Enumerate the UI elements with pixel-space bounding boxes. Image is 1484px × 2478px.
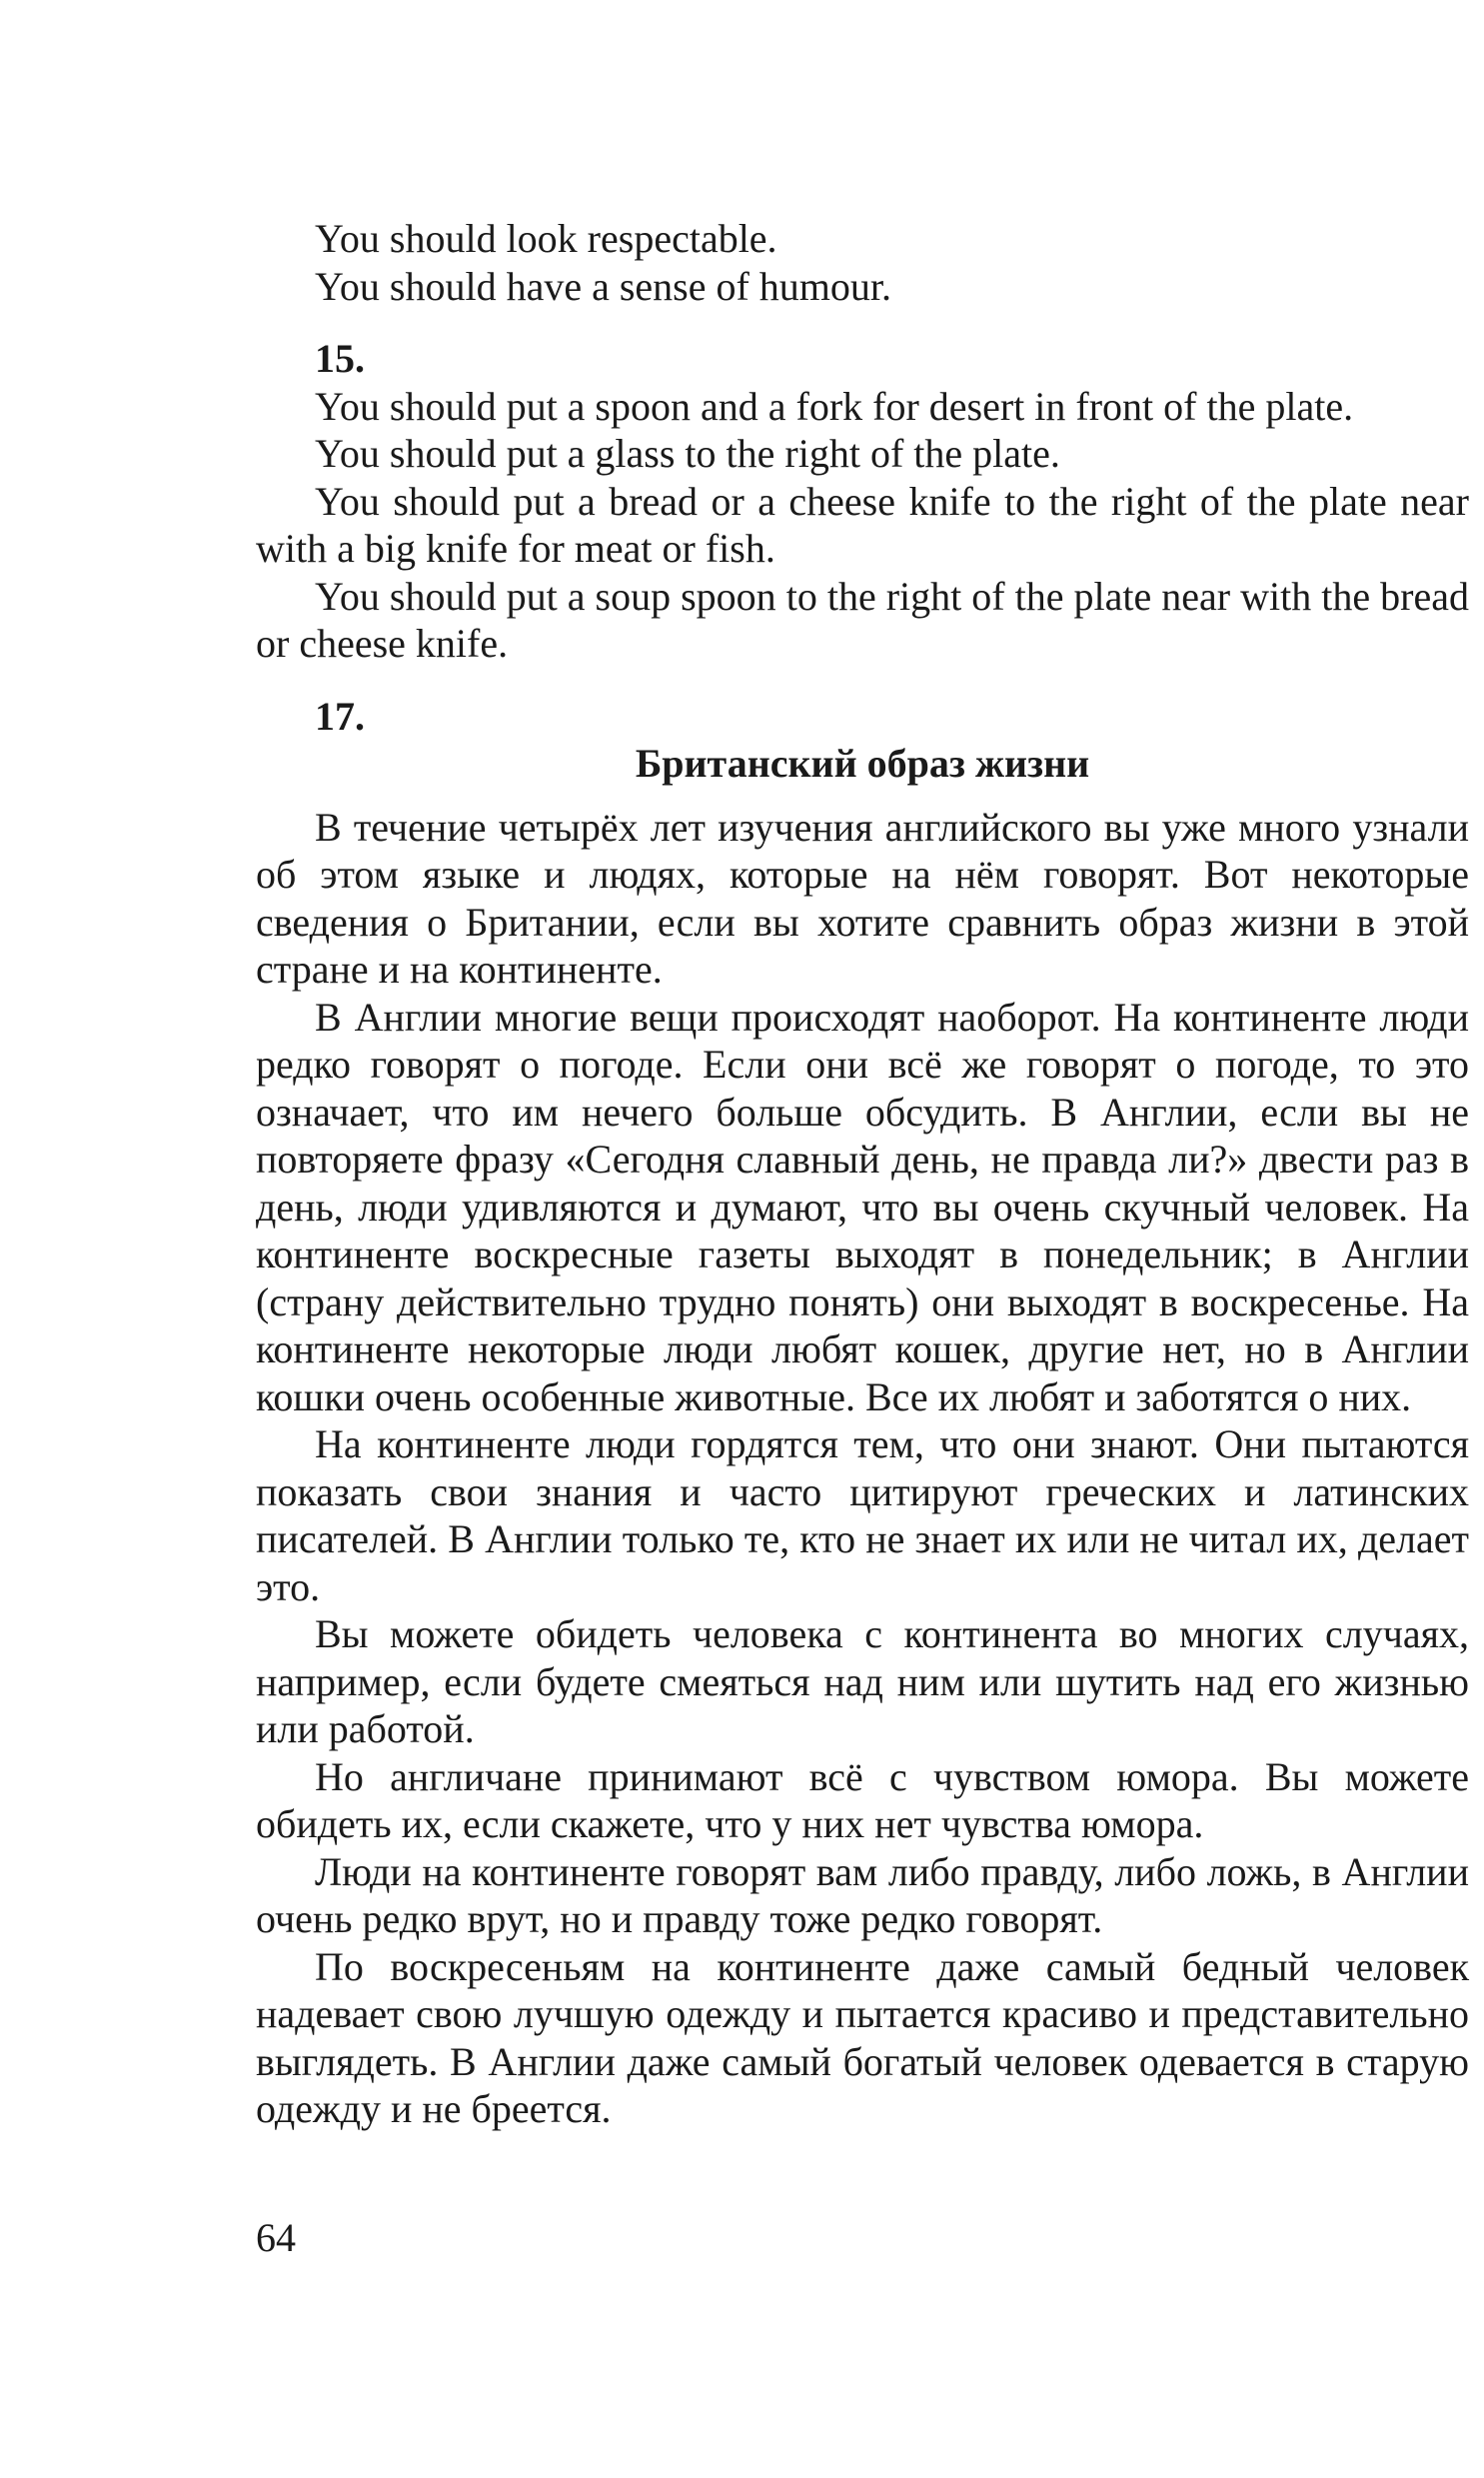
paragraph: You should put a bread or a cheese knife to the right of the plate near with a big knife for meat or fish. xyxy=(256,478,1469,571)
section-title: Британский образ жизни xyxy=(635,741,1090,786)
section-number-17: 17. xyxy=(315,693,365,739)
paragraph: На континенте люди гордятся тем, что они знают. Они пытаются показать свои знания и часто цитируют греческих и латинских писателей. В Англии только те, кто не знает их или не читал их, делает это. xyxy=(256,1421,1469,1609)
paragraph: В Англии многие вещи происходят наоборот. На континенте люди редко говорят о погоде. Если они всё же говорят о погоде, то это означает, что им нечего больше обсудить. В Англии, если вы не повторяете фразу «Сегодня славный день, не правда ли?» двести раз в день, люди удивляются и думают, что вы очень скучный человек. На континенте воскресные газеты выходят в понедельник; в Англии (страну действительно трудно понять) они выходят в воскресенье. На континенте некоторые люди любят кошек, другие нет, но в Англии кошки очень особенные животные. Все их любят и заботятся о них. xyxy=(256,994,1469,1419)
page-body xyxy=(256,215,1469,2133)
paragraph: You should put a spoon and a fork for desert in front of the plate. xyxy=(315,383,1354,429)
paragraph: You should put a glass to the right of the plate. xyxy=(315,431,1060,476)
page-number: 64 xyxy=(256,2215,296,2260)
paragraph: По воскресеньям на континенте даже самый бедный человек надевает свою лучшую одежду и пытается красиво и представительно выглядеть. В Англии даже самый богатый человек одевается в старую одежду и не бреется. xyxy=(256,1943,1469,2131)
text-line: You should look respectable. xyxy=(315,216,777,261)
section-number-15: 15. xyxy=(315,336,365,381)
text-line: You should have a sense of humour. xyxy=(315,263,892,309)
paragraph: Вы можете обидеть человека с континента во многих случаях, например, если будете смеяться над ним или шутить над его жизнью или работой. xyxy=(256,1611,1469,1751)
paragraph: Люди на континенте говорят вам либо правду, либо ложь, в Англии очень редко врут, но и правду тоже редко говорят. xyxy=(256,1848,1469,1941)
paragraph: You should put a soup spoon to the right of the plate near with the bread or cheese knife. xyxy=(256,573,1469,666)
paragraph: В течение четырёх лет изучения английского вы уже много узнали об этом языке и людях, которые на нём говорят. Вот некоторые сведения о Британии, если вы хотите сравнить образ жизни в этой стране и на континенте. xyxy=(256,804,1469,992)
paragraph: Но англичане принимают всё с чувством юмора. Вы можете обидеть их, если скажете, что у них нет чувства юмора. xyxy=(256,1753,1469,1846)
